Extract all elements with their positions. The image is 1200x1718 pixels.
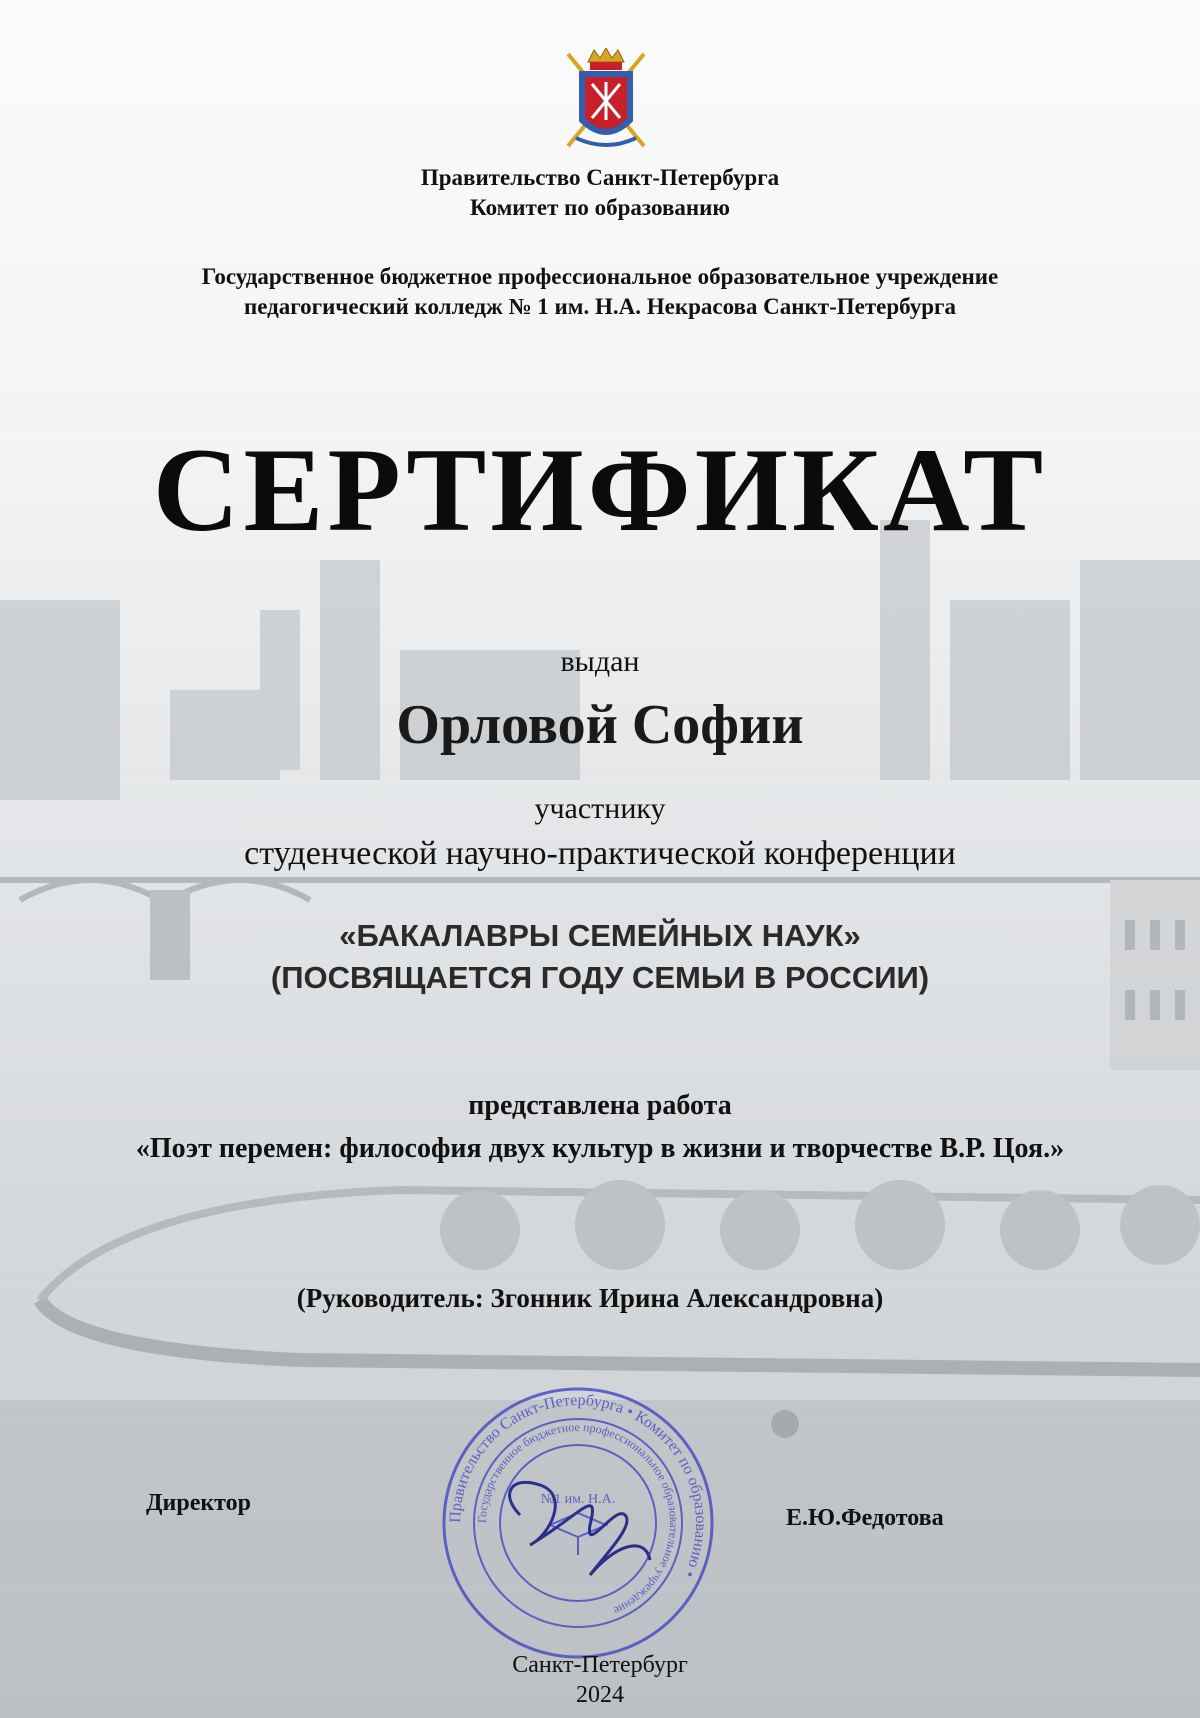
issued-label: выдан (560, 645, 640, 678)
stamp-center-text: №1 им. Н.А. (540, 1492, 616, 1507)
government-name: Правительство Санкт-Петербурга (420, 165, 780, 190)
footer-year: 2024 (576, 1682, 624, 1708)
certificate-title: СЕРТИФИКАТ (152, 423, 1048, 556)
conference-line: студенческой научно-практической конференции (244, 835, 956, 872)
institution-header (0, 262, 1200, 322)
work-title: «Поэт перемен: философия двух культур в жизни и творчестве В.Р. Цоя.» (135, 1133, 1065, 1164)
coat-of-arms-emblem (554, 48, 658, 152)
recipient-name: Орловой Софии (396, 694, 804, 756)
work-label: представлена работа (468, 1090, 732, 1121)
supervisor-line: (Руководитель: Згонник Ирина Александровна) (296, 1283, 884, 1313)
government-header (0, 163, 1200, 223)
footer (0, 1650, 1200, 1710)
committee-name: Комитет по образованию (470, 195, 730, 220)
role-line: участнику (534, 792, 666, 825)
stamp-inner-text: Государственное бюджетное профессиональное образовательное учреждение (474, 1419, 682, 1619)
signer-position: Директор (146, 1490, 251, 1516)
director-signature (440, 1385, 716, 1661)
institution-type: Государственное бюджетное профессиональное образовательное учреждение (201, 264, 999, 289)
event-title: «БАКАЛАВРЫ СЕМЕЙНЫХ НАУК» (339, 918, 861, 953)
event-subtitle: (ПОСВЯЩАЕТСЯ ГОДУ СЕМЬИ В РОССИИ) (270, 960, 930, 995)
stamp-outer-text: Правительство Санкт-Петербурга • Комитет по образованию • (446, 1391, 710, 1581)
footer-city: Санкт-Петербург (512, 1652, 688, 1678)
signer-name: Е.Ю.Федотова (786, 1505, 944, 1531)
event-name (0, 915, 1200, 999)
institution-name: педагогический колледж № 1 им. Н.А. Некрасова Санкт-Петербурга (243, 294, 956, 319)
